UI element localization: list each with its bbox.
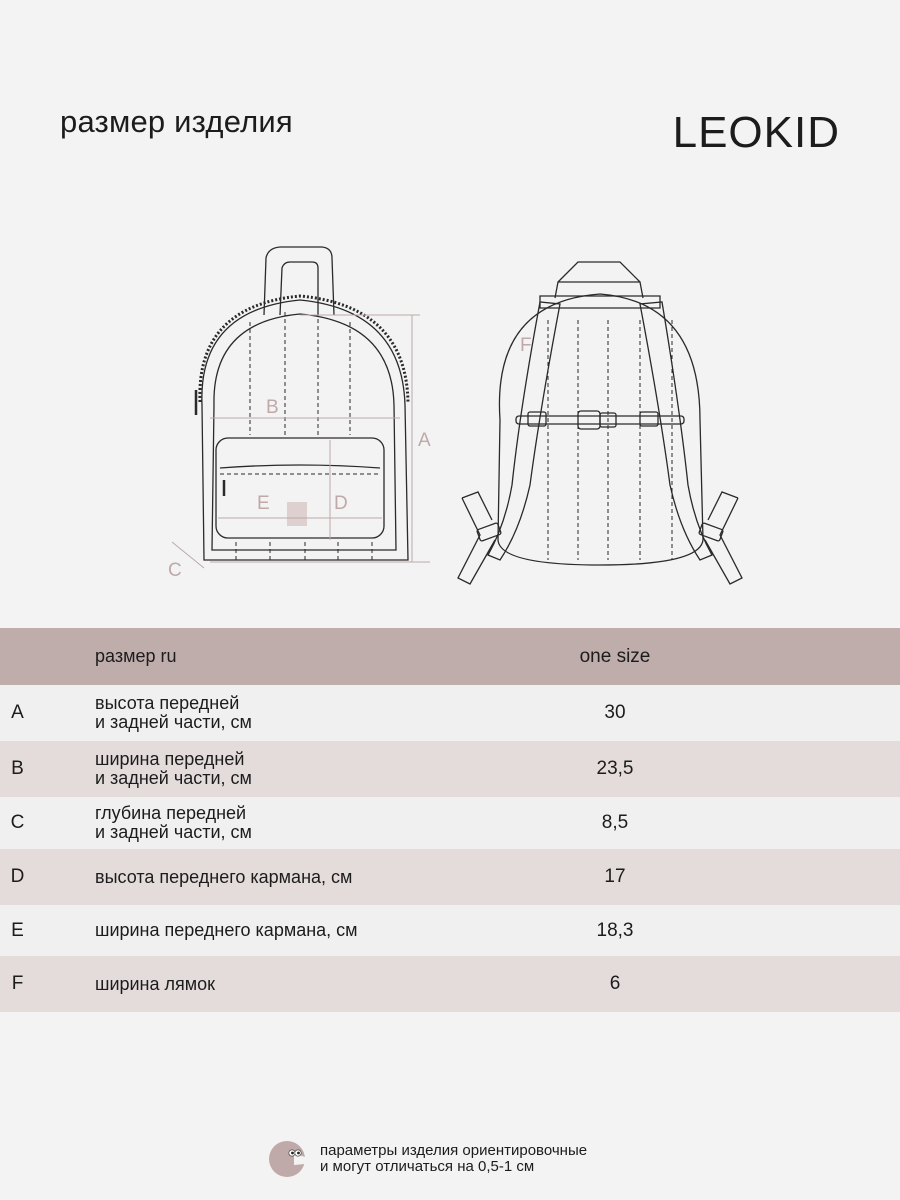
- table-row: [0, 685, 900, 741]
- row-letter: B: [11, 758, 24, 779]
- row-value: 30: [604, 702, 626, 723]
- row-label: ширина переднего кармана, см: [95, 920, 358, 940]
- row-label: [95, 694, 515, 732]
- row-label-line2: и задней части, см: [95, 712, 252, 732]
- logo-patch: [287, 502, 307, 526]
- row-label: [95, 804, 515, 842]
- table-row: [0, 741, 900, 797]
- row-letter: C: [10, 812, 25, 833]
- row-label-line2: и задней части, см: [95, 822, 252, 842]
- header-label: размер ru: [95, 646, 177, 666]
- footer-note: [268, 1140, 587, 1178]
- page-title: размер изделия: [60, 104, 293, 139]
- row-letter: D: [10, 866, 25, 887]
- backpack-diagram: [0, 230, 900, 600]
- table-header: [0, 628, 900, 685]
- header-value: one size: [579, 645, 651, 667]
- row-label: [95, 750, 515, 788]
- row-label-line1: ширина передней: [95, 749, 245, 769]
- table-row: [0, 905, 900, 956]
- row-value: 23,5: [596, 758, 634, 779]
- label-a: A: [418, 430, 431, 451]
- row-value: 8,5: [601, 812, 629, 833]
- row-value: 6: [609, 973, 621, 994]
- label-f: F: [520, 335, 532, 356]
- brand-logo: LEOKID: [672, 108, 840, 157]
- label-e: E: [257, 493, 270, 514]
- back-view: [458, 262, 742, 584]
- label-c: C: [168, 560, 182, 581]
- disclaimer-line2: и могут отличаться на 0,5-1 см: [320, 1158, 535, 1175]
- row-label-line2: и задней части, см: [95, 768, 252, 788]
- table-row: [0, 849, 900, 905]
- table-row: [0, 797, 900, 849]
- row-value: 17: [604, 866, 626, 887]
- row-label: ширина лямок: [95, 973, 216, 994]
- disclaimer-text: [320, 1143, 587, 1175]
- row-value: 18,3: [596, 919, 634, 941]
- size-table: [0, 628, 900, 1012]
- label-b: B: [266, 397, 279, 418]
- row-letter: F: [11, 973, 24, 994]
- row-label-line1: глубина передней: [95, 803, 247, 823]
- disclaimer-line1: параметры изделия ориентировочные: [320, 1142, 588, 1159]
- row-label-line1: высота передней: [95, 693, 240, 713]
- row-letter: E: [11, 919, 24, 941]
- row-label: высота переднего кармана, см: [95, 866, 353, 887]
- label-d: D: [334, 493, 348, 514]
- table-row: [0, 956, 900, 1012]
- mascot-icon: [268, 1140, 306, 1178]
- row-letter: A: [11, 702, 24, 723]
